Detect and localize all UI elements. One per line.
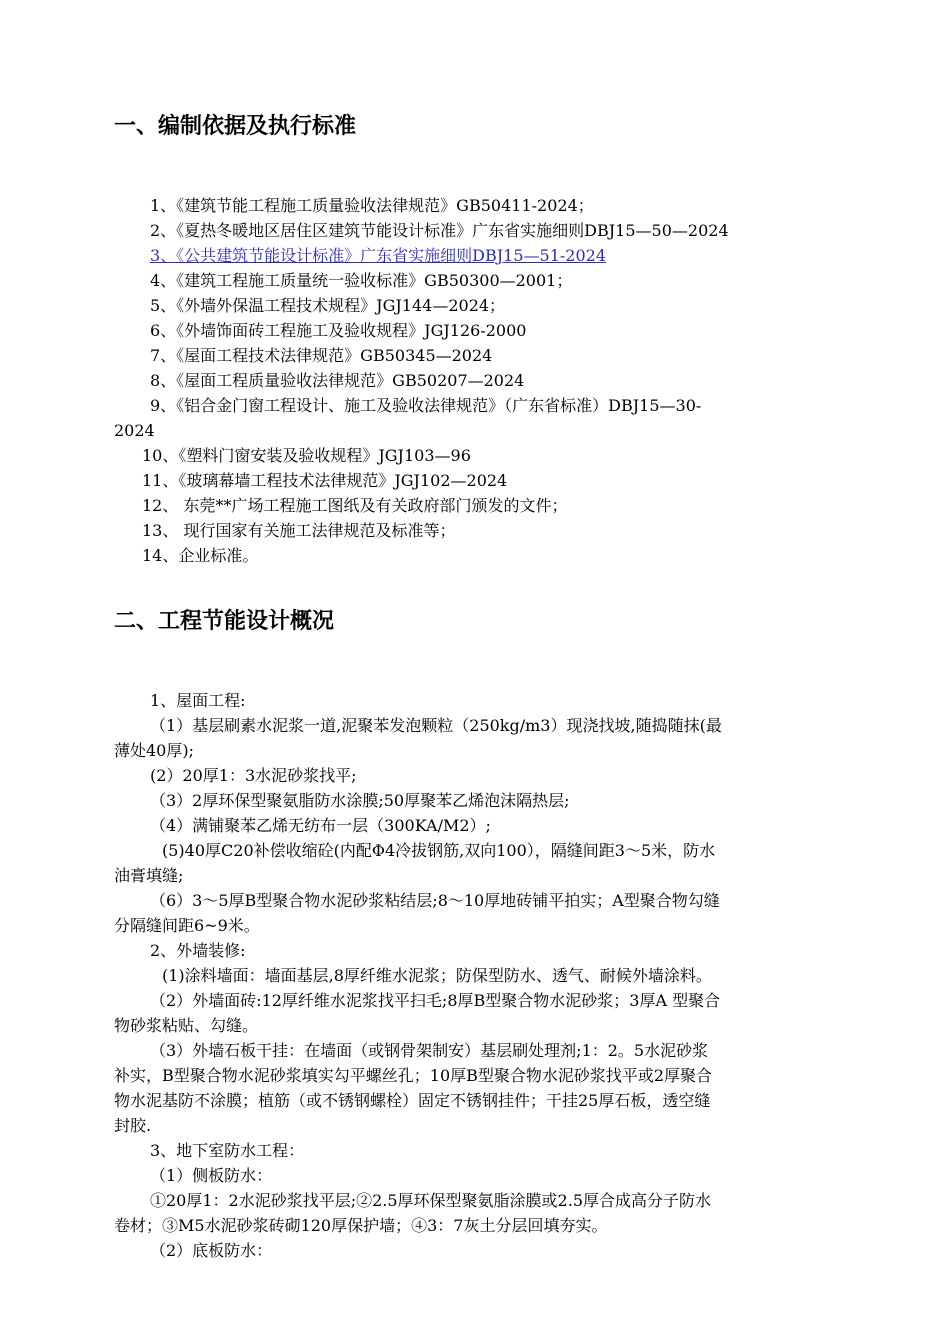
basement-side-item: ①20厚1：2水泥砂浆找平层;②2.5厚环保型聚氨脂涂膜或2.5厚合成高分子防水 bbox=[150, 1191, 712, 1210]
roof-heading: 1、屋面工程: bbox=[150, 691, 246, 710]
standard-item-8: 8、《屋面工程质量验收法律规范》GB50207—2024 bbox=[150, 371, 525, 390]
wall-item-1: (1)涂料墙面：墙面基层,8厚纤维水泥浆；防保型防水、透气、耐候外墙涂料。 bbox=[162, 966, 712, 985]
wall-item-2-cont: 物砂浆粘贴、勾缝。 bbox=[114, 1016, 259, 1035]
standard-item-3-link[interactable]: 3、《公共建筑节能设计标准》广东省实施细则DBJ15—51-2024 bbox=[150, 246, 607, 265]
section2-heading: 二、工程节能设计概况 bbox=[114, 609, 335, 634]
standard-item-2: 2、《夏热冬暖地区居住区建筑节能设计标准》广东省实施细则DBJ15—50—2024 bbox=[150, 221, 729, 240]
basement-side-heading: （1）侧板防水： bbox=[150, 1166, 273, 1185]
wall-item-3-cont-1: 补实，B型聚合物水泥砂浆填实勾平螺丝孔；10厚B型聚合物水泥砂浆找平或2厚聚合 bbox=[114, 1066, 713, 1085]
standard-item-9-cont: 2024 bbox=[114, 421, 155, 440]
roof-item-6-cont: 分隔缝间距6~9米。 bbox=[114, 916, 260, 935]
wall-item-3: （3）外墙石板干挂：在墙面（或钢骨架制安）基层刷处理剂;1：2。5水泥砂浆 bbox=[150, 1041, 709, 1060]
standard-item-5: 5、《外墙外保温工程技术规程》JGJ144—2024； bbox=[150, 296, 506, 315]
wall-heading: 2、外墙装修: bbox=[150, 941, 246, 960]
roof-item-4: （4）满铺聚苯乙烯无纺布一层（300KA/M2）; bbox=[150, 816, 491, 835]
wall-item-3-cont-3: 封胶. bbox=[114, 1116, 152, 1135]
wall-item-3-cont-2: 物水泥基防不涂膜；植筋（或不锈钢螺栓）固定不锈钢挂件；干挂25厚石板，透空缝 bbox=[114, 1091, 711, 1110]
roof-item-2: (2）20厚1：3水泥砂浆找平; bbox=[150, 766, 357, 785]
standard-item-4: 4、《建筑工程施工质量统一验收标准》GB50300—2001； bbox=[150, 271, 573, 290]
wall-item-2: （2）外墙面砖:12厚纤维水泥浆找平扫毛;8厚B型聚合物水泥砂浆；3厚A 型聚合 bbox=[150, 991, 721, 1010]
basement-heading: 3、地下室防水工程： bbox=[150, 1141, 305, 1160]
roof-item-5: (5)40厚C20补偿收缩砼(内配Φ4冷拔钢筋,双向100），隔缝间距3～5米，防水 bbox=[162, 841, 716, 860]
standard-item-12: 12、 东莞**广场工程施工图纸及有关政府部门颁发的文件； bbox=[142, 496, 568, 515]
standard-item-9: 9、《铝合金门窗工程设计、施工及验收法律规范》（广东省标准）DBJ15—30- bbox=[150, 396, 702, 415]
roof-item-1-cont: 薄处40厚); bbox=[114, 741, 194, 760]
standard-item-13: 13、 现行国家有关施工法律规范及标准等； bbox=[142, 521, 456, 540]
basement-side-item-cont: 卷材；③M5水泥砂浆砖砌120厚保护墙；④3：7灰土分层回填夯实。 bbox=[114, 1216, 608, 1235]
standard-item-11: 11、《玻璃幕墙工程技术法律规范》JGJ102—2024 bbox=[142, 471, 508, 490]
roof-item-5-cont: 油膏填缝; bbox=[114, 866, 184, 885]
basement-floor-heading: （2）底板防水： bbox=[150, 1241, 273, 1260]
standard-item-7: 7、《屋面工程技术法律规范》GB50345—2024 bbox=[150, 346, 493, 365]
roof-item-3: （3）2厚环保型聚氨脂防水涂膜;50厚聚苯乙烯泡沫隔热层; bbox=[150, 791, 570, 810]
standard-item-1: 1、《建筑节能工程施工质量验收法律规范》GB50411-2024； bbox=[150, 196, 594, 215]
standard-item-10: 10、《塑料门窗安装及验收规程》JGJ103—96 bbox=[142, 446, 471, 465]
roof-item-1: （1）基层刷素水泥浆一道,泥聚苯发泡颗粒（250kg/m3）现浇找坡,随捣随抹(最 bbox=[150, 716, 722, 735]
section1-heading: 一、编制依据及执行标准 bbox=[114, 114, 357, 139]
standard-item-14: 14、企业标准。 bbox=[142, 546, 259, 565]
standard-item-6: 6、《外墙饰面砖工程施工及验收规程》JGJ126-2000 bbox=[150, 321, 527, 340]
roof-item-6: （6）3～5厚B型聚合物水泥砂浆粘结层;8～10厚地砖铺平拍实；A型聚合物勾缝 bbox=[150, 891, 720, 910]
